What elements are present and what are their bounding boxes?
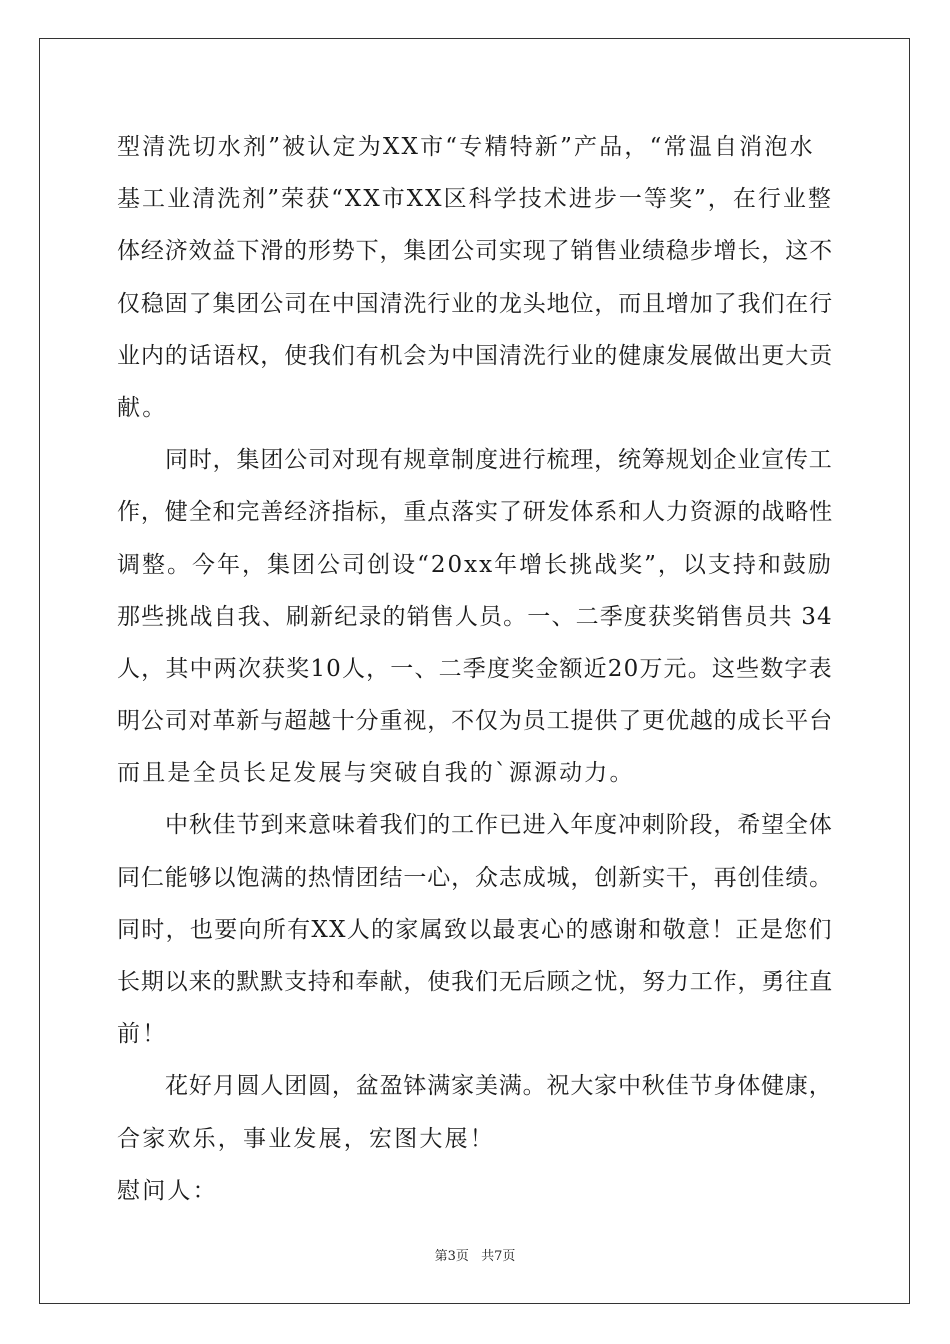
text-line: 而且是全员长足发展与突破自我的`源源动力。 xyxy=(117,760,635,787)
text-line: 那些挑战自我、刷新纪录的销售人员。一、二季度获奖销售员共 34 xyxy=(117,603,833,630)
text-line: 长期以来的默默支持和奉献，使我们无后顾之忧，努力工作，勇往直 xyxy=(117,969,833,995)
text-line: 调整。今年，集团公司创设“20xx年增长挑战奖”，以支持和鼓励 xyxy=(117,551,833,578)
text-line: 作，健全和完善经济指标，重点落实了研发体系和人力资源的战略性 xyxy=(117,499,833,526)
page-total: 共7页 xyxy=(481,1249,516,1264)
text-line: 人，其中两次获奖10人，一、二季度奖金额近20万元。这些数字表 xyxy=(117,655,833,682)
document-body xyxy=(117,121,833,1217)
text-line: 型清洗切水剂”被认定为XX市“专精特新”产品，“常温自消泡水 xyxy=(117,134,815,160)
text-line: 明公司对革新与超越十分重视，不仅为员工提供了更优越的成长平台 xyxy=(117,708,833,735)
paragraph-first-line: 中秋佳节到来意味着我们的工作已进入年度冲刺阶段，希望全体 xyxy=(165,812,833,839)
text-line: 同仁能够以饱满的热情团结一心，众志成城，创新实干，再创佳绩。 xyxy=(117,864,833,891)
page-number: 第3页 xyxy=(434,1249,469,1264)
text-line: 合家欢乐，事业发展，宏图大展！ xyxy=(117,1125,495,1152)
text-line: 业内的话语权，使我们有机会为中国清洗行业的健康发展做出更大贡 xyxy=(117,342,833,369)
text-line: 仅稳固了集团公司在中国清洗行业的龙头地位，而且增加了我们在行 xyxy=(117,290,833,317)
text-line: 体经济效益下滑的形势下，集团公司实现了销售业绩稳步增长，这不 xyxy=(117,238,833,265)
paragraph-first-line: 花好月圆人团圆，盆盈钵满家美满。祝大家中秋佳节身体健康， xyxy=(165,1073,833,1100)
paragraph-first-line: 同时，集团公司对现有规章制度进行梳理，统筹规划企业宣传工 xyxy=(165,447,833,474)
text-line: 献。 xyxy=(117,394,168,421)
signature-label: 慰问人： xyxy=(117,1177,218,1204)
text-line: 同时，也要向所有XX人的家属致以最衷心的感谢和敬意！正是您们 xyxy=(117,916,833,943)
text-line: 前！ xyxy=(117,1021,168,1048)
text-line: 基工业清洗剂”荣获“XX市XX区科学技术进步一等奖”，在行业整 xyxy=(117,186,833,213)
page-footer xyxy=(0,1248,950,1266)
